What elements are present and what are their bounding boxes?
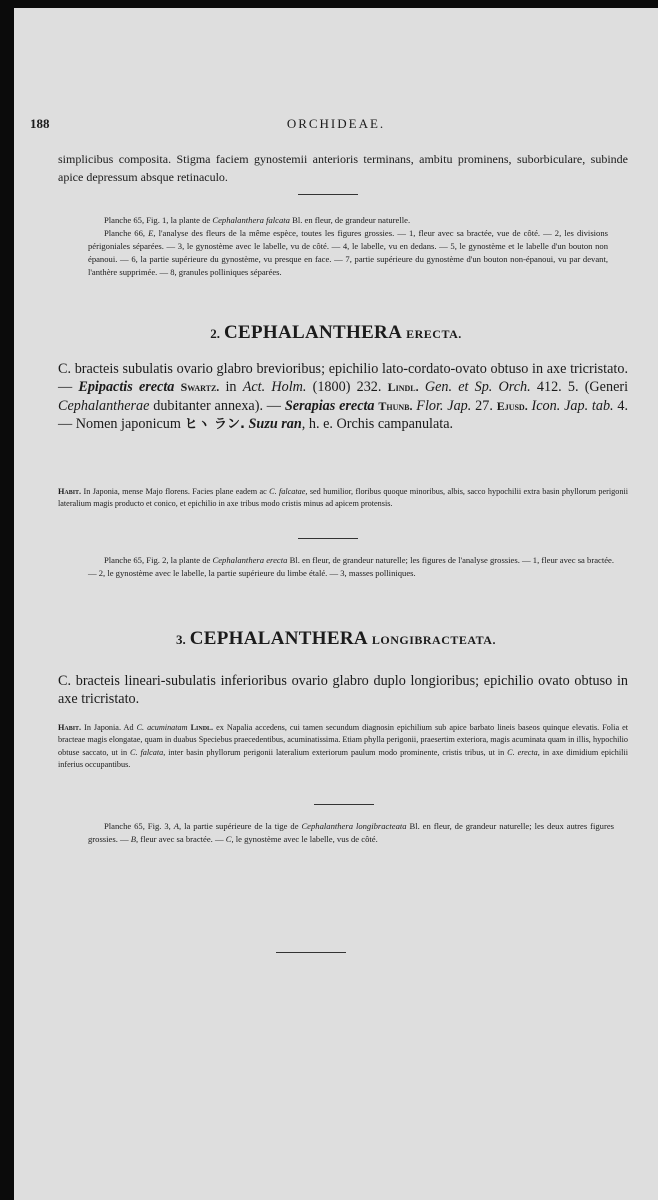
japanese-characters: ヒヽ bbox=[184, 417, 211, 433]
plate-1-line-2: Planche 66, E, l'analyse des fleurs de la même espèce, toutes les figures grossies. — 1, fleur avec sa bractée, vue de côté. — 2, les divisions périgoniales séparées. — 3, le gynostème avec le labelle, vu de côté. — 4, le labelle, vu en dedans. — 5, le gynostème et le labelle d'un bouton non épanoui. — 6, la partie supérieure du gynostème, vu presque en face. — 7, partie supérieure du gynostème d'un bouton non-épanoui, vu par devant, l'anthère supprimée. — 8, granules polliniques séparées. bbox=[88, 228, 608, 277]
plate-2-text: Planche 65, Fig. 2, la plante de Cephalanthera erecta Bl. en fleur, de grandeur naturelle; les figures de l'analyse grossies. — 1, fleur avec sa bractée. — 2, le gynostème avec le labelle, la partie supérieure du limbe étalé. — 3, masses polliniques. bbox=[88, 555, 614, 578]
section-2-habitat: Habit. In Japonia, mense Majo florens. Facies plane eadem ac C. falcatae, sed humilior, floribus quoque minoribus, albis, sacco hypochilii extra basin phyllorum perigonii lateralium magis producto et conico, et epichilio in axe tribus modo cristis minus ad apicem protensis. bbox=[58, 487, 628, 509]
plate-legend-1 bbox=[88, 214, 608, 279]
plate-1-line-1: Planche 65, Fig. 1, la plante de Cephalanthera falcata Bl. en fleur, de grandeur naturelle. bbox=[104, 215, 411, 225]
section-2-diagnosis: C. bracteis subulatis ovario glabro brevioribus; epichilio lato-cordato-ovato obtuso in axe tricristato. — Epipactis erecta Swartz. in Act. Holm. (1800) 232. Lindl. Gen. et Sp. Orch. 412. 5. (Generi Cephalantherae dubitanter annexa). — Serapias erecta Thunb. Flor. Jap. 27. Ejusd. Icon. Jap. tab. 4. — Nomen japonicum ヒヽ ラン. Suzu ran, h. e. Orchis campanulata. bbox=[58, 361, 629, 433]
document-page bbox=[14, 8, 658, 1200]
separator-rule bbox=[298, 538, 358, 539]
running-header bbox=[14, 116, 658, 136]
section-2-heading: 2. CEPHALANTHERA ERECTA. bbox=[210, 322, 462, 343]
plate-legend-3 bbox=[88, 820, 614, 846]
running-title: ORCHIDEAE. bbox=[286, 116, 386, 131]
section-3-heading: 3. CEPHALANTHERA LONGIBRACTEATA. bbox=[176, 628, 496, 649]
end-rule bbox=[276, 952, 346, 953]
section-3-habitat: Habit. In Japonia. Ad C. acuminatam Lindl. ex Napalia accedens, cui tamen secundum diagnosin epichilium sub apice barbato lineis baseos quinque elevatis. Folia et bracteae magis elongatae, quam in duabus Speciebus praecedentibus, acuminatissima. Etiam phylla perigonii, praesertim exteriora, magis acuminata quam in illis, hypochilio obtuse saccato, ut in C. falcata, inter basin phyllorum perigonii lateralium exteriorum paulum modo prominente, cristis tribus, ut in C. erecta, in axe dimidium epichilii inferius occupantibus. bbox=[58, 723, 628, 770]
separator-rule bbox=[314, 804, 374, 805]
section-3-diagnosis: C. bracteis lineari-subulatis inferioribus ovario glabro duplo longioribus; epichilio ovato obtuso in axe tricristato. bbox=[58, 673, 628, 708]
separator-rule bbox=[298, 194, 358, 195]
plate-legend-2 bbox=[88, 554, 614, 580]
page-number: 188 bbox=[30, 116, 50, 131]
plate-3-text: Planche 65, Fig. 3, A, la partie supérieure de la tige de Cephalanthera longibracteata Bl. en fleur, de grandeur naturelle; les deux autres figures grossies. — B, fleur avec sa bractée. — C, le gynostème avec le labelle, vus de côté. bbox=[88, 821, 614, 844]
lead-paragraph: simplicibus composita. Stigma faciem gynostemii anterioris terminans, ambitu prominens, suborbiculare, subinde apice depressum absque retinaculo. bbox=[58, 152, 628, 184]
